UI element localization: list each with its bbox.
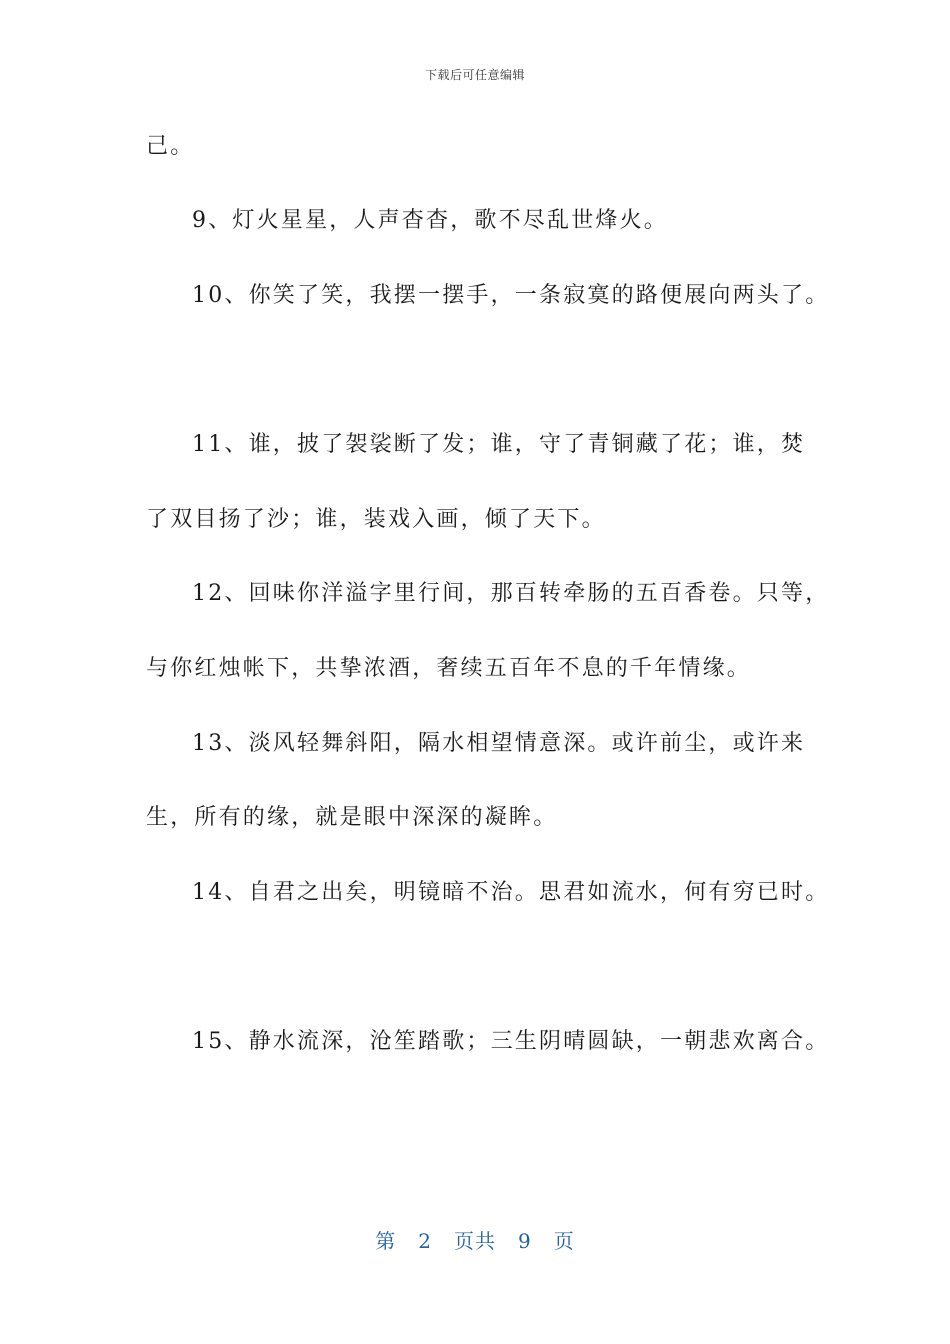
page-header: 下载后可任意编辑 bbox=[424, 68, 525, 82]
body-line-item-12: 12、回味你洋溢字里行间，那百转牵肠的五百香卷。只等， bbox=[192, 581, 830, 606]
footer-page-mid: 页共 bbox=[454, 1229, 496, 1253]
footer-page-suffix: 页 bbox=[553, 1229, 575, 1253]
body-line-item-11-cont: 了双目扬了沙；谁，装戏入画，倾了天下。 bbox=[146, 507, 606, 532]
body-line-item-13-cont: 生，所有的缘，就是眼中深深的凝眸。 bbox=[146, 805, 558, 830]
body-line-item-10: 10、你笑了笑，我摆一摆手，一条寂寞的路便展向两头了。 bbox=[192, 283, 830, 308]
body-line-item-11: 11、谁，披了袈裟断了发；谁，守了青铜藏了花；谁，焚 bbox=[192, 432, 806, 457]
page-footer bbox=[0, 1225, 950, 1254]
body-line-item-9: 9、灯火星星，人声杳杳，歌不尽乱世烽火。 bbox=[192, 208, 668, 233]
body-line-item-13: 13、淡风轻舞斜阳，隔水相望情意深。或许前尘，或许来 bbox=[192, 731, 806, 756]
body-line-continuation: 己。 bbox=[146, 134, 195, 159]
body-line-item-12-cont: 与你红烛帐下，共挚浓酒，奢续五百年不息的千年情缘。 bbox=[146, 656, 752, 681]
body-line-item-15: 15、静水流深，沧笙踏歌；三生阴晴圆缺，一朝悲欢离合。 bbox=[192, 1029, 830, 1054]
body-line-item-14: 14、自君之出矣，明镜暗不治。思君如流水，何有穷已时。 bbox=[192, 880, 830, 905]
footer-page-prefix: 第 bbox=[375, 1229, 397, 1253]
footer-current-page: 2 bbox=[418, 1229, 432, 1253]
footer-total-pages: 9 bbox=[518, 1229, 532, 1253]
